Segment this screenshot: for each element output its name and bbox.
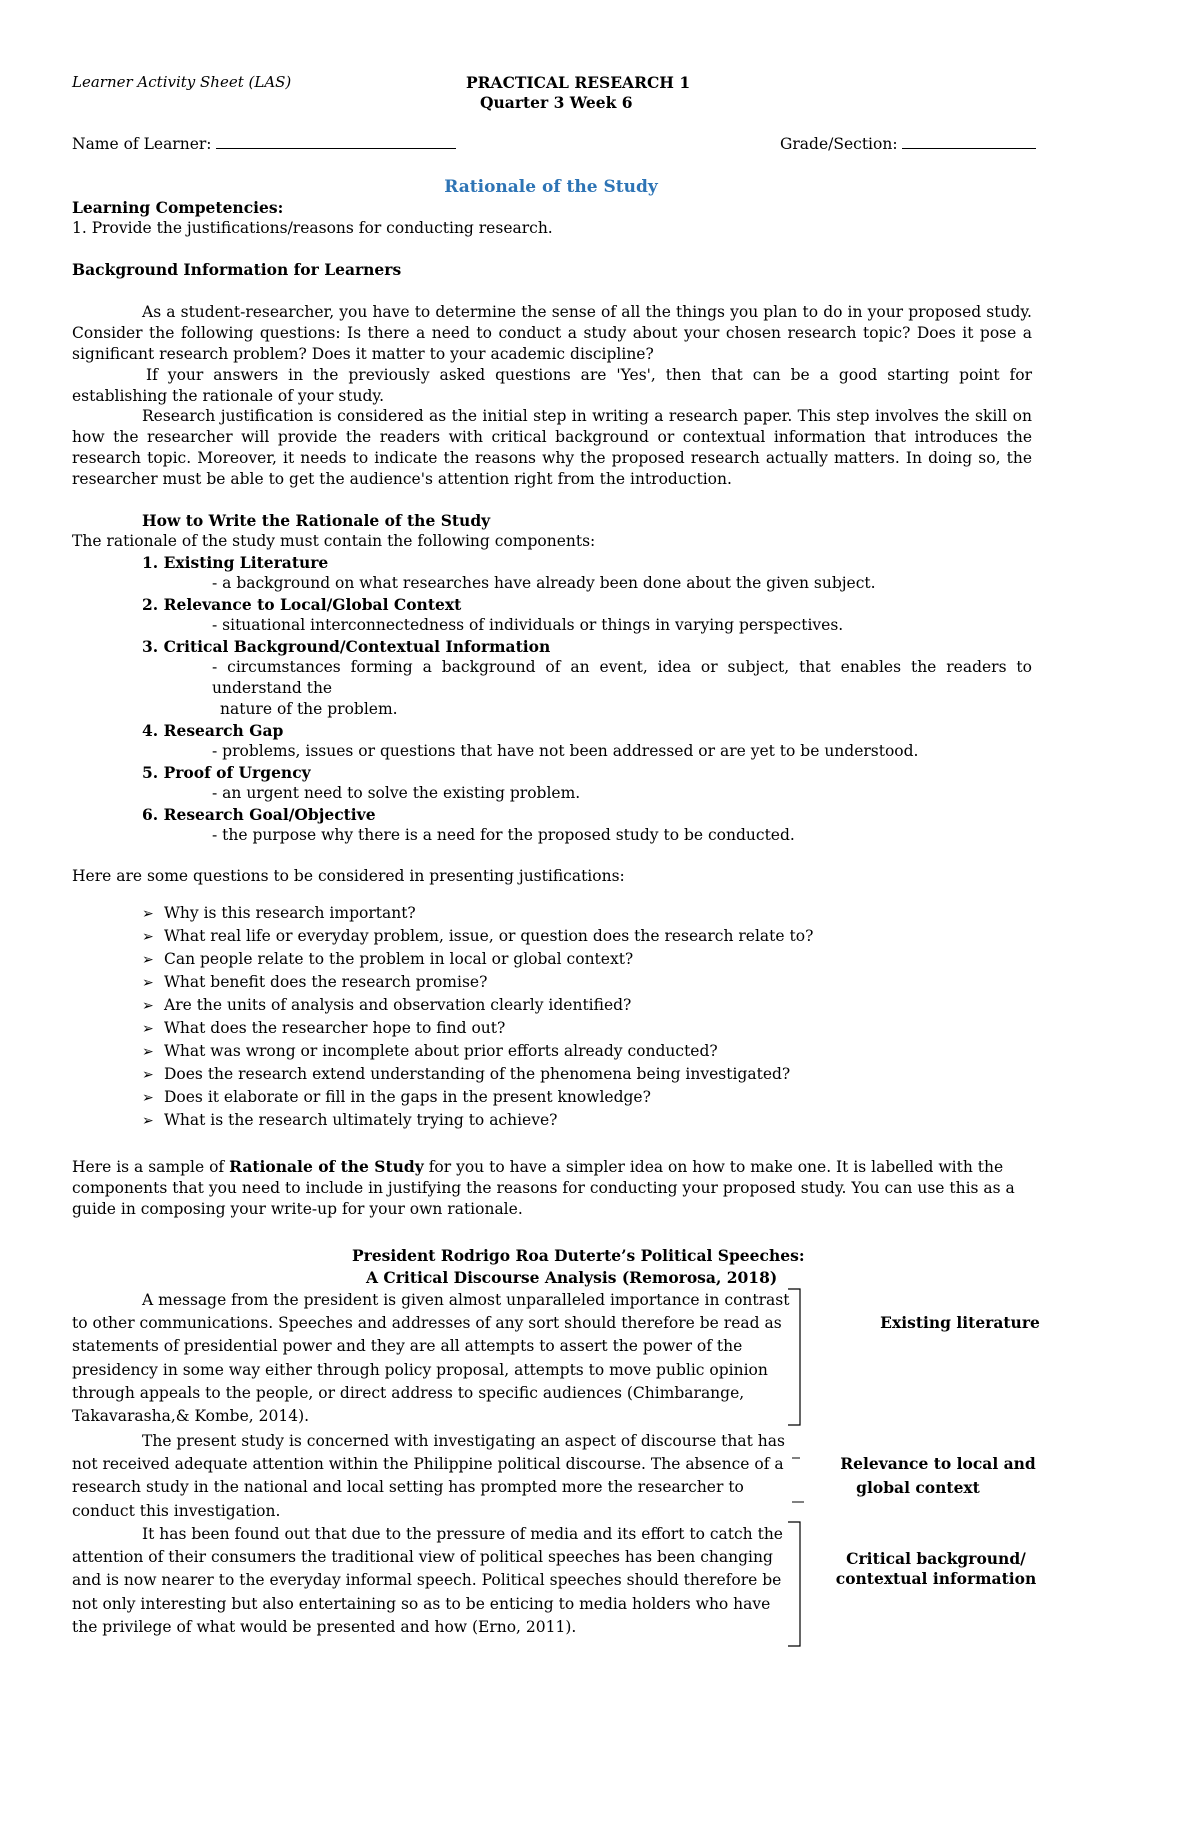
component-description: - the purpose why there is a need for the proposed study to be conducted.: [212, 826, 795, 844]
arrow-bullet-icon: ➢: [142, 929, 154, 945]
component-description: - an urgent need to solve the existing problem.: [212, 784, 581, 802]
competency-item: 1. Provide the justifications/reasons for conducting research.: [72, 219, 553, 237]
component-title: 5. Proof of Urgency: [142, 763, 311, 782]
relevance-bracket: [788, 1456, 808, 1506]
list-item: ➢ What does the researcher hope to find out?: [142, 1017, 813, 1040]
name-label: Name of Learner:: [72, 135, 212, 153]
sample-title-line-2: A Critical Discourse Analysis (Remorosa, 2018): [366, 1268, 778, 1287]
subject-title: PRACTICAL RESEARCH 1: [466, 73, 691, 92]
component-title: 2. Relevance to Local/Global Context: [142, 595, 462, 614]
list-item: ➢ Does the research extend understanding of the phenomena being investigated?: [142, 1063, 813, 1086]
grade-section-field[interactable]: [902, 134, 1036, 149]
list-item: ➢ Why is this research important?: [142, 902, 813, 925]
arrow-bullet-icon: ➢: [142, 952, 154, 968]
arrow-bullet-icon: ➢: [142, 1113, 154, 1129]
component-description: - situational interconnectedness of individuals or things in varying perspectives.: [212, 616, 844, 634]
list-item: ➢ What is the research ultimately trying to achieve?: [142, 1109, 813, 1132]
component-title: 1. Existing Literature: [142, 553, 329, 572]
arrow-bullet-icon: ➢: [142, 1044, 154, 1060]
quarter-week: Quarter 3 Week 6: [480, 93, 633, 112]
component-description: - a background on what researches have already been done about the given subject.: [212, 574, 876, 592]
arrow-bullet-icon: ➢: [142, 1021, 154, 1037]
sample-intro: Here is a sample of Rationale of the Study for you to have a simpler idea on how to make one. It is labelled with the components that you need to include in justifying the reasons for conducting your proposed study. You can use this as a guide in composing your write-up for your own rationale.: [72, 1157, 1015, 1218]
learner-name-field[interactable]: [216, 134, 456, 149]
arrow-bullet-icon: ➢: [142, 906, 154, 922]
component-description: - problems, issues or questions that have not been addressed or are yet to be understood.: [212, 742, 919, 760]
competencies-heading: Learning Competencies:: [72, 198, 284, 217]
list-item: ➢ What real life or everyday problem, issue, or question does the research relate to?: [142, 925, 813, 948]
component-title: 4. Research Gap: [142, 721, 284, 740]
arrow-bullet-icon: ➢: [142, 1090, 154, 1106]
relevance-label-line-1: Relevance to local and: [840, 1454, 1036, 1473]
list-item: ➢ What was wrong or incomplete about prior efforts already conducted?: [142, 1040, 813, 1063]
component-description: - circumstances forming a background of an event, idea or subject, that enables the readers to understand the: [212, 658, 1032, 697]
sample-title-line-1: President Rodrigo Roa Duterte’s Political Speeches:: [352, 1246, 805, 1265]
sample-paragraph-2: The present study is concerned with investigating an aspect of discourse that has not received adequate attention within the Philippine political discourse. The absence of a research study in the national and local setting has prompted more the researcher to conduct this investigation.: [72, 1432, 785, 1520]
howto-heading: How to Write the Rationale of the Study: [142, 511, 491, 530]
list-item: ➢ What benefit does the research promise?: [142, 971, 813, 994]
sample-paragraph-1: A message from the president is given almost unparalleled importance in contrast to other communications. Speeches and addresses of any sort should therefore be read as statements of presidential power and they are all attempts to assert the power of the presidency in some way either through policy proposal, attempts to move public opinion through appeals to the people, or direct address to specific audiences (Chimbarange, Takavarasha,& Kombe, 2014).: [72, 1291, 790, 1426]
component-title: 6. Research Goal/Objective: [142, 805, 376, 824]
existing-literature-label: Existing literature: [880, 1313, 1040, 1332]
background-paragraph-3: Research justification is considered as the initial step in writing a research paper. This step involves the skill on how the researcher will provide the readers with critical background or contextual information that introduces the research topic. Moreover, it needs to indicate the reasons why the proposed research actually matters. In doing so, the researcher must be able to get the audience's attention right from the introduction.: [72, 407, 1032, 488]
las-label: Learner Activity Sheet (LAS): [72, 73, 292, 91]
critical-label-line-2: contextual information: [835, 1569, 1037, 1588]
learner-name-line: [72, 134, 456, 155]
background-paragraph-1: As a student-researcher, you have to determine the sense of all the things you plan to do in your proposed study. Consider the following questions: Is there a need to conduct a study about your chosen research topic? Does it pose a significant research problem? Does it matter to your academic discipline?: [72, 303, 1032, 363]
grade-label: Grade/Section:: [780, 135, 898, 153]
list-item: ➢ Does it elaborate or fill in the gaps in the present knowledge?: [142, 1086, 813, 1109]
list-item: ➢ Are the units of analysis and observation clearly identified?: [142, 994, 813, 1017]
arrow-bullet-icon: ➢: [142, 998, 154, 1014]
critical-background-bracket: [784, 1520, 808, 1648]
arrow-bullet-icon: ➢: [142, 1067, 154, 1083]
list-item: ➢ Can people relate to the problem in local or global context?: [142, 948, 813, 971]
component-description-continued: nature of the problem.: [220, 700, 398, 718]
existing-literature-bracket: [784, 1287, 808, 1427]
page-title: Rationale of the Study: [444, 177, 658, 197]
arrow-bullet-icon: ➢: [142, 975, 154, 991]
questions-intro: Here are some questions to be considered in presenting justifications:: [72, 867, 625, 885]
background-paragraph-2: If your answers in the previously asked questions are 'Yes', then that can be a good starting point for establishing the rationale of your study.: [72, 366, 1032, 405]
relevance-label-line-2: global context: [856, 1478, 980, 1497]
sample-paragraph-3: It has been found out that due to the pressure of media and its effort to catch the attention of their consumers the traditional view of political speeches has been changing and is now nearer to the everyday informal speech. Political speeches should therefore be not only interesting but also entertaining so as to be enticing to media holders who have the privilege of what would be presented and how (Erno, 2011).: [72, 1525, 783, 1636]
grade-section-line: [780, 134, 1036, 155]
background-heading: Background Information for Learners: [72, 260, 402, 279]
howto-intro: The rationale of the study must contain the following components:: [72, 532, 596, 550]
questions-list: [142, 902, 813, 1132]
critical-label-line-1: Critical background/: [846, 1549, 1026, 1568]
component-title: 3. Critical Background/Contextual Information: [142, 637, 551, 656]
